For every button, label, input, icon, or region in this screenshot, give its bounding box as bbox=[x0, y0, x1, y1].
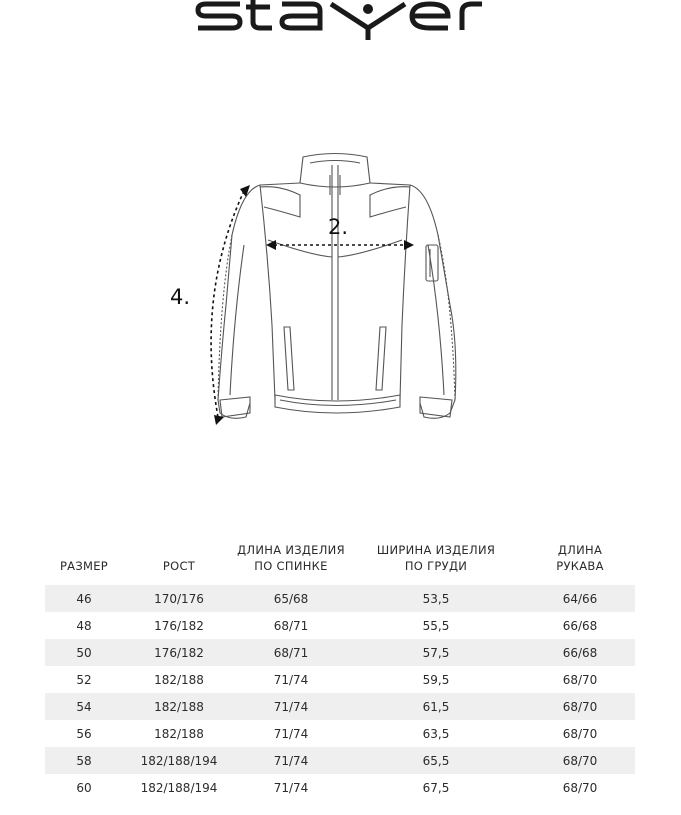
cell-back-length: 65/68 bbox=[235, 585, 347, 612]
cell-sleeve-length: 64/66 bbox=[525, 585, 635, 612]
cell-back-length: 71/74 bbox=[273, 672, 309, 687]
cell-chest-width: 65,5 bbox=[347, 747, 525, 774]
cell-chest-width: 55,5 bbox=[422, 618, 450, 633]
cell-size: 60 bbox=[76, 780, 92, 795]
cell-back-length: 68/71 bbox=[273, 618, 309, 633]
cell-sleeve-length: 68/70 bbox=[562, 780, 598, 795]
cell-back-length: 71/74 bbox=[235, 747, 347, 774]
cell-size: 48 bbox=[76, 618, 92, 633]
cell-chest-width: 67,5 bbox=[422, 780, 450, 795]
cell-height: 182/188 bbox=[154, 726, 204, 741]
cell-height: 170/176 bbox=[123, 585, 235, 612]
cell-chest-width: 61,5 bbox=[347, 693, 525, 720]
cell-height: 182/188/194 bbox=[123, 747, 235, 774]
cell-sleeve-length: 68/70 bbox=[525, 747, 635, 774]
cell-height: 176/182 bbox=[154, 618, 204, 633]
cell-height: 182/188 bbox=[123, 693, 235, 720]
cell-sleeve-length: 66/68 bbox=[525, 639, 635, 666]
cell-height: 176/182 bbox=[123, 639, 235, 666]
cell-size: 58 bbox=[45, 747, 123, 774]
table-row bbox=[45, 666, 635, 693]
table-header-row bbox=[45, 538, 635, 585]
cell-back-length: 71/74 bbox=[273, 780, 309, 795]
header-size: РАЗМЕР bbox=[59, 559, 109, 573]
cell-sleeve-length: 68/70 bbox=[525, 693, 635, 720]
cell-sleeve-length: 66/68 bbox=[562, 618, 598, 633]
cell-back-length: 71/74 bbox=[273, 726, 309, 741]
table-row bbox=[45, 747, 635, 774]
cell-size: 56 bbox=[76, 726, 92, 741]
cell-chest-width: 59,5 bbox=[422, 672, 450, 687]
header-back-length: ДЛИНА ИЗДЕЛИЯ ПО СПИНКЕ bbox=[237, 543, 345, 573]
table-row bbox=[45, 720, 635, 747]
cell-size: 52 bbox=[76, 672, 92, 687]
size-chart bbox=[45, 538, 635, 801]
cell-chest-width: 63,5 bbox=[422, 726, 450, 741]
sleeve-length-marker: 4. bbox=[170, 285, 191, 309]
cell-sleeve-length: 68/70 bbox=[562, 672, 598, 687]
cell-height: 182/188 bbox=[154, 672, 204, 687]
cell-size: 46 bbox=[45, 585, 123, 612]
table-row bbox=[45, 612, 635, 639]
cell-back-length: 68/71 bbox=[235, 639, 347, 666]
header-height: РОСТ bbox=[162, 559, 196, 573]
cell-height: 182/188/194 bbox=[140, 780, 218, 795]
table-row bbox=[45, 639, 635, 666]
cell-sleeve-length: 68/70 bbox=[562, 726, 598, 741]
jacket-illustration bbox=[160, 145, 480, 435]
header-chest-width: ШИРИНА ИЗДЕЛИЯ ПО ГРУДИ bbox=[376, 543, 496, 573]
cell-chest-width: 57,5 bbox=[347, 639, 525, 666]
cell-back-length: 71/74 bbox=[235, 693, 347, 720]
cell-chest-width: 53,5 bbox=[347, 585, 525, 612]
cell-size: 50 bbox=[45, 639, 123, 666]
cell-size: 54 bbox=[45, 693, 123, 720]
brand-logo bbox=[0, 0, 681, 48]
header-sleeve-length: ДЛИНА РУКАВА bbox=[556, 543, 604, 573]
table-row bbox=[45, 693, 635, 720]
chest-width-marker: 2. bbox=[328, 215, 349, 239]
table-row bbox=[45, 774, 635, 801]
size-table bbox=[45, 538, 635, 801]
table-row bbox=[45, 585, 635, 612]
